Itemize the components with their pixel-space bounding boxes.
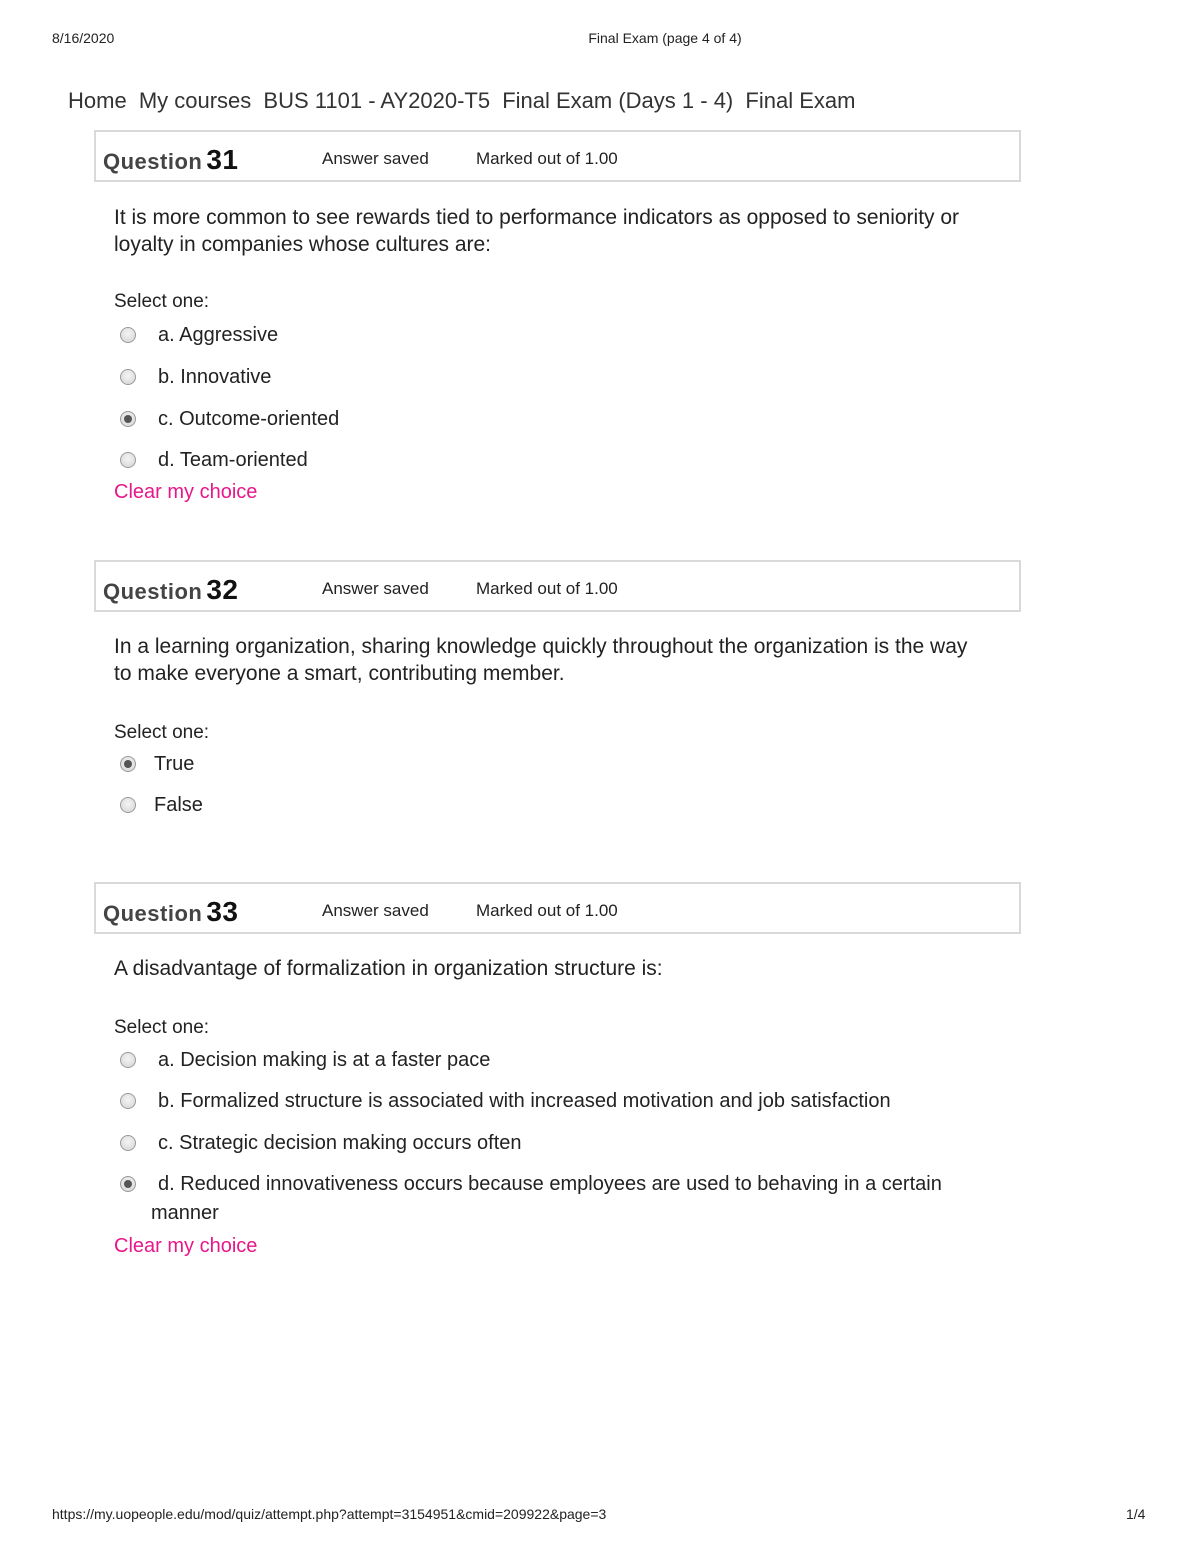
option-label: True [154,753,195,775]
q31-option-b[interactable] [120,363,271,391]
print-url: https://my.uopeople.edu/mod/quiz/attempt.php?attempt=3154951&cmid=209922&page=3 [52,1506,607,1522]
breadcrumb-quiz[interactable]: Final Exam [745,88,856,113]
radio-button[interactable] [120,1052,136,1068]
q31-option-c[interactable] [120,405,339,433]
breadcrumb-home[interactable]: Home [68,88,127,113]
option-label-continuation: manner [151,1202,219,1224]
option-label: c. Strategic decision making occurs often [158,1132,522,1154]
question-marks: Marked out of 1.00 [476,149,618,168]
radio-button-selected[interactable] [120,411,136,427]
radio-button-selected[interactable] [120,1176,136,1192]
question-label: Question 33 [103,896,239,927]
q33-option-a[interactable] [120,1046,490,1074]
radio-button[interactable] [120,452,136,468]
q31-option-d[interactable] [120,446,308,474]
question-31-header [94,130,1021,182]
select-one-label: Select one: [114,722,210,743]
radio-button[interactable] [120,1093,136,1109]
question-marks: Marked out of 1.00 [476,579,618,598]
option-label: d. Team-oriented [158,449,308,471]
question-marks: Marked out of 1.00 [476,901,618,920]
question-status: Answer saved [322,579,429,598]
radio-button[interactable] [120,369,136,385]
question-number: 32 [206,574,239,605]
print-page-title: Final Exam (page 4 of 4) [588,30,742,46]
question-32-header [94,560,1021,612]
option-label: b. Formalized structure is associated with increased motivation and job satisfaction [158,1090,891,1112]
print-page-number: 1/4 [1126,1506,1146,1522]
question-number: 31 [206,144,239,175]
breadcrumb-section[interactable]: Final Exam (Days 1 - 4) [502,88,734,113]
option-label: a. Decision making is at a faster pace [158,1049,491,1071]
question-number: 33 [206,896,239,927]
breadcrumb [68,88,855,114]
option-label: b. Innovative [158,366,272,388]
radio-button-selected[interactable] [120,756,136,772]
breadcrumb-my-courses[interactable]: My courses [138,88,252,113]
q31-option-a[interactable] [120,321,278,349]
clear-choice-link[interactable]: Clear my choice [114,481,258,503]
option-label: False [154,794,203,816]
option-label: c. Outcome-oriented [158,408,340,430]
question-32-text: In a learning organization, sharing knowledge quickly throughout the organization is the way to make everyone a smart, contributing member. [114,635,968,685]
q32-option-false[interactable] [120,791,203,819]
question-33-text: A disadvantage of formalization in organization structure is: [114,957,663,980]
question-status: Answer saved [322,149,429,168]
select-one-label: Select one: [114,291,210,312]
question-label: Question 32 [103,574,239,605]
radio-button[interactable] [120,797,136,813]
option-label: d. Reduced innovativeness occurs because employees are used to behaving in a certain [158,1173,942,1195]
question-status: Answer saved [322,901,429,920]
q33-option-b[interactable] [120,1087,891,1115]
print-date: 8/16/2020 [52,30,115,46]
q32-option-true[interactable] [120,750,194,778]
question-label: Question 31 [103,144,239,175]
radio-button[interactable] [120,1135,136,1151]
radio-button[interactable] [120,327,136,343]
question-33-header [94,882,1021,934]
option-label: a. Aggressive [158,324,279,346]
q33-option-d[interactable] [120,1170,942,1198]
question-31-text: It is more common to see rewards tied to performance indicators as opposed to seniority or loyalty in companies whose cultures are: [114,206,960,256]
breadcrumb-course[interactable]: BUS 1101 - AY2020-T5 [263,88,491,113]
q33-option-c[interactable] [120,1129,522,1157]
select-one-label: Select one: [114,1017,210,1038]
clear-choice-link[interactable]: Clear my choice [114,1235,258,1257]
